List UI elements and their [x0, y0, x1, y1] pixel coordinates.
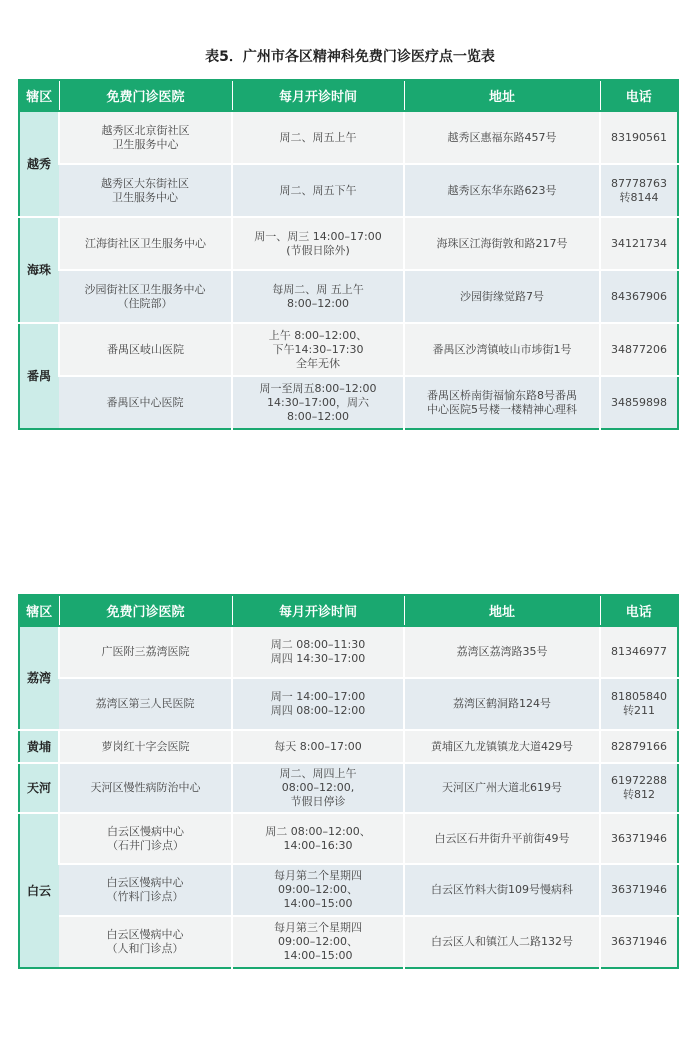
header-hospital: 免费门诊医院 [59, 80, 232, 111]
phone-cell: 81805840 转211 [600, 678, 678, 730]
header-address: 地址 [404, 80, 600, 111]
time-cell: 每月第二个星期四 09:00–12:00、 14:00–15:00 [232, 864, 404, 916]
table-header [19, 80, 678, 111]
phone-cell: 84367906 [600, 270, 678, 323]
header-district: 辖区 [19, 80, 59, 111]
hospital-cell: 白云区慢病中心 （人和门诊点） [59, 916, 232, 968]
hospital-cell: 江海街社区卫生服务中心 [59, 217, 232, 270]
phone-cell: 36371946 [600, 813, 678, 864]
table-row [19, 164, 678, 217]
hospital-cell: 番禺区中心医院 [59, 376, 232, 429]
time-cell: 周二、周五上午 [232, 111, 404, 164]
header-phone: 电话 [600, 80, 678, 111]
time-cell: 上午 8:00–12:00、 下午14:30–17:30 全年无休 [232, 323, 404, 376]
phone-cell: 81346977 [600, 626, 678, 678]
table-row [19, 864, 678, 916]
time-cell: 每月第三个星期四 09:00–12:00、 14:00–15:00 [232, 916, 404, 968]
hospital-cell: 沙园街社区卫生服务中心 （住院部） [59, 270, 232, 323]
time-cell: 每周二、周 五上午 8:00–12:00 [232, 270, 404, 323]
time-cell: 周一至周五8:00–12:00 14:30–17:00，周六 8:00–12:00 [232, 376, 404, 429]
header-hospital: 免费门诊医院 [59, 595, 232, 626]
table-row [19, 217, 678, 270]
time-cell: 周二、周四上午 08:00–12:00, 节假日停诊 [232, 763, 404, 813]
phone-cell: 82879166 [600, 730, 678, 763]
header-time: 每月开诊时间 [232, 595, 404, 626]
phone-cell: 34859898 [600, 376, 678, 429]
district-cell: 越秀 [19, 111, 59, 217]
district-cell: 天河 [19, 763, 59, 813]
time-cell: 周二 08:00–11:30 周四 14:30–17:00 [232, 626, 404, 678]
address-cell: 越秀区东华东路623号 [404, 164, 600, 217]
hospital-cell: 白云区慢病中心 （竹料门诊点） [59, 864, 232, 916]
hospital-cell: 越秀区大东街社区 卫生服务中心 [59, 164, 232, 217]
time-cell: 每天 8:00–17:00 [232, 730, 404, 763]
hospital-cell: 番禺区岐山医院 [59, 323, 232, 376]
table-row [19, 626, 678, 678]
phone-cell: 87778763 转8144 [600, 164, 678, 217]
address-cell: 白云区竹料大街109号慢病科 [404, 864, 600, 916]
address-cell: 黄埔区九龙镇镇龙大道429号 [404, 730, 600, 763]
table-row [19, 376, 678, 429]
phone-cell: 36371946 [600, 916, 678, 968]
address-cell: 天河区广州大道北619号 [404, 763, 600, 813]
phone-cell: 36371946 [600, 864, 678, 916]
address-cell: 白云区石井街升平前街49号 [404, 813, 600, 864]
header-time: 每月开诊时间 [232, 80, 404, 111]
address-cell: 白云区人和镇江人二路132号 [404, 916, 600, 968]
district-cell: 海珠 [19, 217, 59, 323]
district-cell: 黄埔 [19, 730, 59, 763]
hospital-cell: 越秀区北京街社区 卫生服务中心 [59, 111, 232, 164]
header-address: 地址 [404, 595, 600, 626]
phone-cell: 83190561 [600, 111, 678, 164]
table-row [19, 323, 678, 376]
hospital-cell: 白云区慢病中心 （石井门诊点） [59, 813, 232, 864]
table-row [19, 270, 678, 323]
district-cell: 白云 [19, 813, 59, 968]
table-row [19, 813, 678, 864]
header-phone: 电话 [600, 595, 678, 626]
address-cell: 沙园街缘觉路7号 [404, 270, 600, 323]
address-cell: 番禺区桥南街福愉东路8号番禺 中心医院5号楼一楼精神心理科 [404, 376, 600, 429]
table-title: 表5．广州市各区精神科免费门诊医疗点一览表 [205, 49, 495, 65]
phone-cell: 61972288 转812 [600, 763, 678, 813]
hospital-cell: 天河区慢性病防治中心 [59, 763, 232, 813]
time-cell: 周二 08:00–12:00、 14:00–16:30 [232, 813, 404, 864]
clinic-table-1 [18, 79, 679, 430]
table-row [19, 763, 678, 813]
table-row [19, 730, 678, 763]
table-row [19, 916, 678, 968]
time-cell: 周二、周五下午 [232, 164, 404, 217]
table-row [19, 678, 678, 730]
hospital-cell: 萝岗红十字会医院 [59, 730, 232, 763]
phone-cell: 34121734 [600, 217, 678, 270]
district-cell: 番禺 [19, 323, 59, 429]
address-cell: 荔湾区鹤洞路124号 [404, 678, 600, 730]
district-cell: 荔湾 [19, 626, 59, 730]
address-cell: 荔湾区荔湾路35号 [404, 626, 600, 678]
hospital-cell: 荔湾区第三人民医院 [59, 678, 232, 730]
clinic-table-2 [18, 594, 679, 969]
address-cell: 越秀区惠福东路457号 [404, 111, 600, 164]
phone-cell: 34877206 [600, 323, 678, 376]
time-cell: 周一、周三 14:00–17:00 (节假日除外) [232, 217, 404, 270]
hospital-cell: 广医附三荔湾医院 [59, 626, 232, 678]
address-cell: 番禺区沙湾镇岐山市埗街1号 [404, 323, 600, 376]
time-cell: 周一 14:00–17:00 周四 08:00–12:00 [232, 678, 404, 730]
header-district: 辖区 [19, 595, 59, 626]
address-cell: 海珠区江海街敦和路217号 [404, 217, 600, 270]
table-header [19, 595, 678, 626]
table-row [19, 111, 678, 164]
